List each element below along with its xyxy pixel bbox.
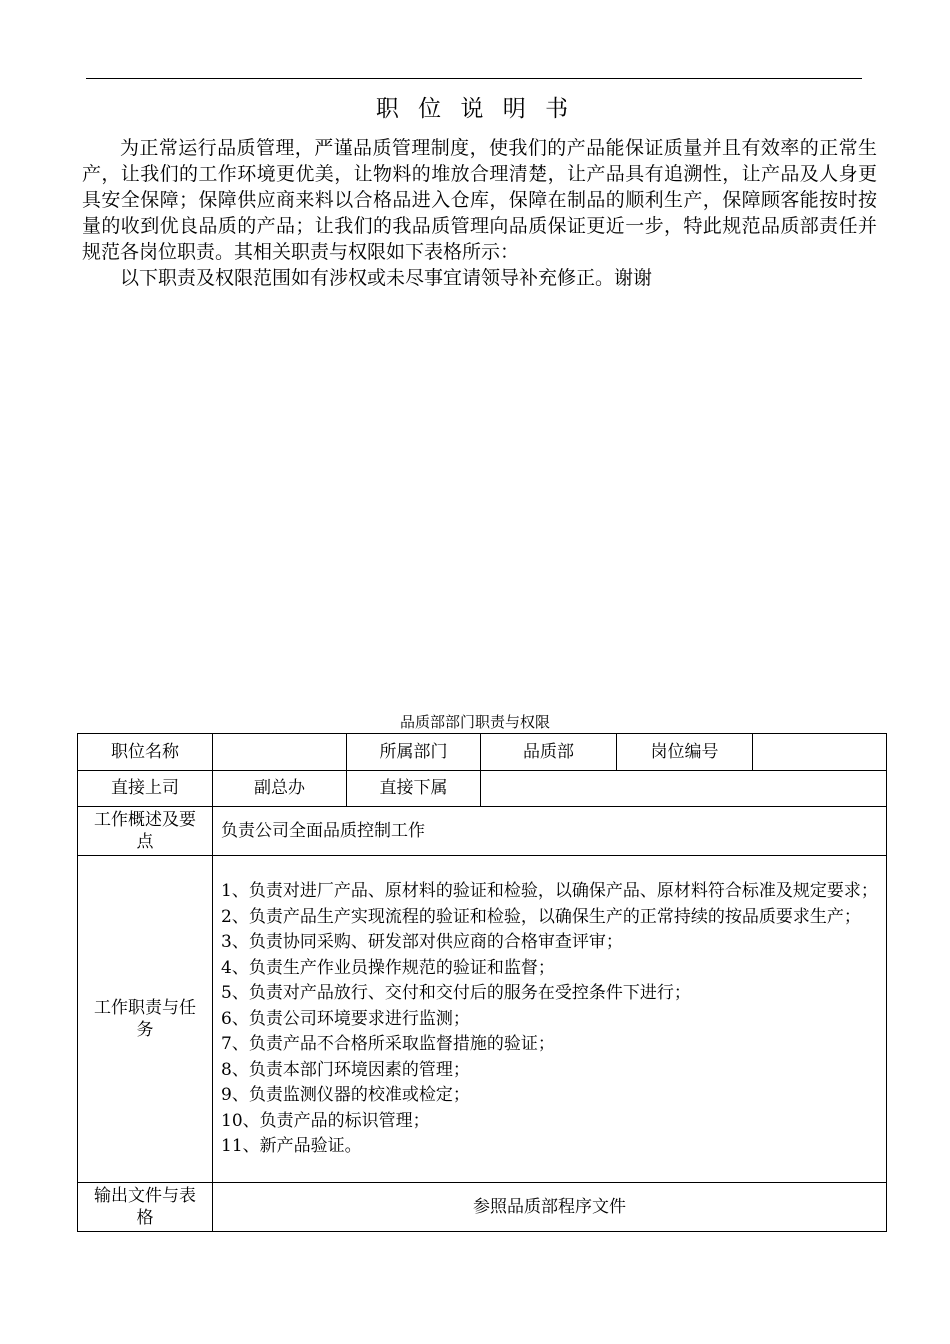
duty-table bbox=[77, 733, 887, 1232]
list-item: 4、负责生产作业员操作规范的验证和监督； bbox=[221, 957, 555, 978]
document-title: 职 位 说 明 书 bbox=[375, 96, 575, 122]
list-item: 1、负责对进厂产品、原材料的验证和检验，以确保产品、原材料符合标准及规定要求； bbox=[221, 881, 878, 902]
superior-value: 副总办 bbox=[213, 771, 347, 807]
table-caption: 品质部部门职责与权限 bbox=[399, 713, 550, 731]
overview-label: 工作概述及要点 bbox=[78, 807, 213, 856]
intro-paragraph: 以下职责及权限范围如有涉权或未尽事宜请领导补充修正。谢谢 bbox=[120, 267, 653, 289]
list-item: 6、负责公司环境要求进行监测； bbox=[221, 1008, 470, 1029]
list-item: 8、负责本部门环境因素的管理； bbox=[221, 1059, 470, 1080]
department-value: 品质部 bbox=[481, 734, 617, 771]
position-name-value bbox=[213, 734, 347, 771]
position-name-label: 职位名称 bbox=[78, 734, 213, 771]
duties-cell bbox=[213, 856, 887, 1183]
table-row bbox=[78, 771, 887, 807]
table-row bbox=[78, 1183, 887, 1232]
list-item: 5、负责对产品放行、交付和交付后的服务在受控条件下进行； bbox=[221, 983, 691, 1004]
position-no-label: 岗位编号 bbox=[617, 734, 753, 771]
outputs-label: 输出文件与表格 bbox=[78, 1183, 213, 1232]
table-row bbox=[78, 856, 887, 1183]
list-item: 2、负责产品生产实现流程的验证和检验，以确保生产的正常持续的按品质要求生产； bbox=[221, 906, 861, 927]
table-row bbox=[78, 734, 887, 771]
list-item: 10、负责产品的标识管理； bbox=[221, 1110, 430, 1131]
list-item: 11、新产品验证。 bbox=[221, 1136, 362, 1157]
intro-text bbox=[82, 135, 877, 291]
outputs-value: 参照品质部程序文件 bbox=[213, 1183, 887, 1232]
duties-label: 工作职责与任务 bbox=[78, 856, 213, 1183]
table-row bbox=[78, 807, 887, 856]
list-item: 3、负责协同采购、研发部对供应商的合格审查评审； bbox=[221, 932, 623, 953]
overview-value: 负责公司全面品质控制工作 bbox=[213, 807, 887, 856]
duties-list bbox=[221, 876, 878, 1162]
superior-label: 直接上司 bbox=[78, 771, 213, 807]
department-label: 所属部门 bbox=[347, 734, 481, 771]
list-item: 7、负责产品不合格所采取监督措施的验证； bbox=[221, 1034, 555, 1055]
header-rule bbox=[86, 78, 862, 79]
subordinate-label: 直接下属 bbox=[347, 771, 481, 807]
position-no-value bbox=[753, 734, 887, 771]
list-item: 9、负责监测仪器的校准或检定； bbox=[221, 1085, 470, 1106]
subordinate-value bbox=[481, 771, 887, 807]
intro-paragraph: 为正常运行品质管理，严谨品质管理制度，使我们的产品能保证质量并且有效率的正常生产，让我们的工作环境更优美，让物料的堆放合理清楚，让产品具有追溯性，让产品及人身更具安全保障；保障供应商来料以合格品进入仓库，保障在制品的顺利生产，保障顾客能按时按量的收到优良品质的产品；让我们的我品质管理向品质保证更近一步，特此规范品质部责任并规范各岗位职责。其相关职责与权限如下表格所示： bbox=[82, 137, 877, 263]
